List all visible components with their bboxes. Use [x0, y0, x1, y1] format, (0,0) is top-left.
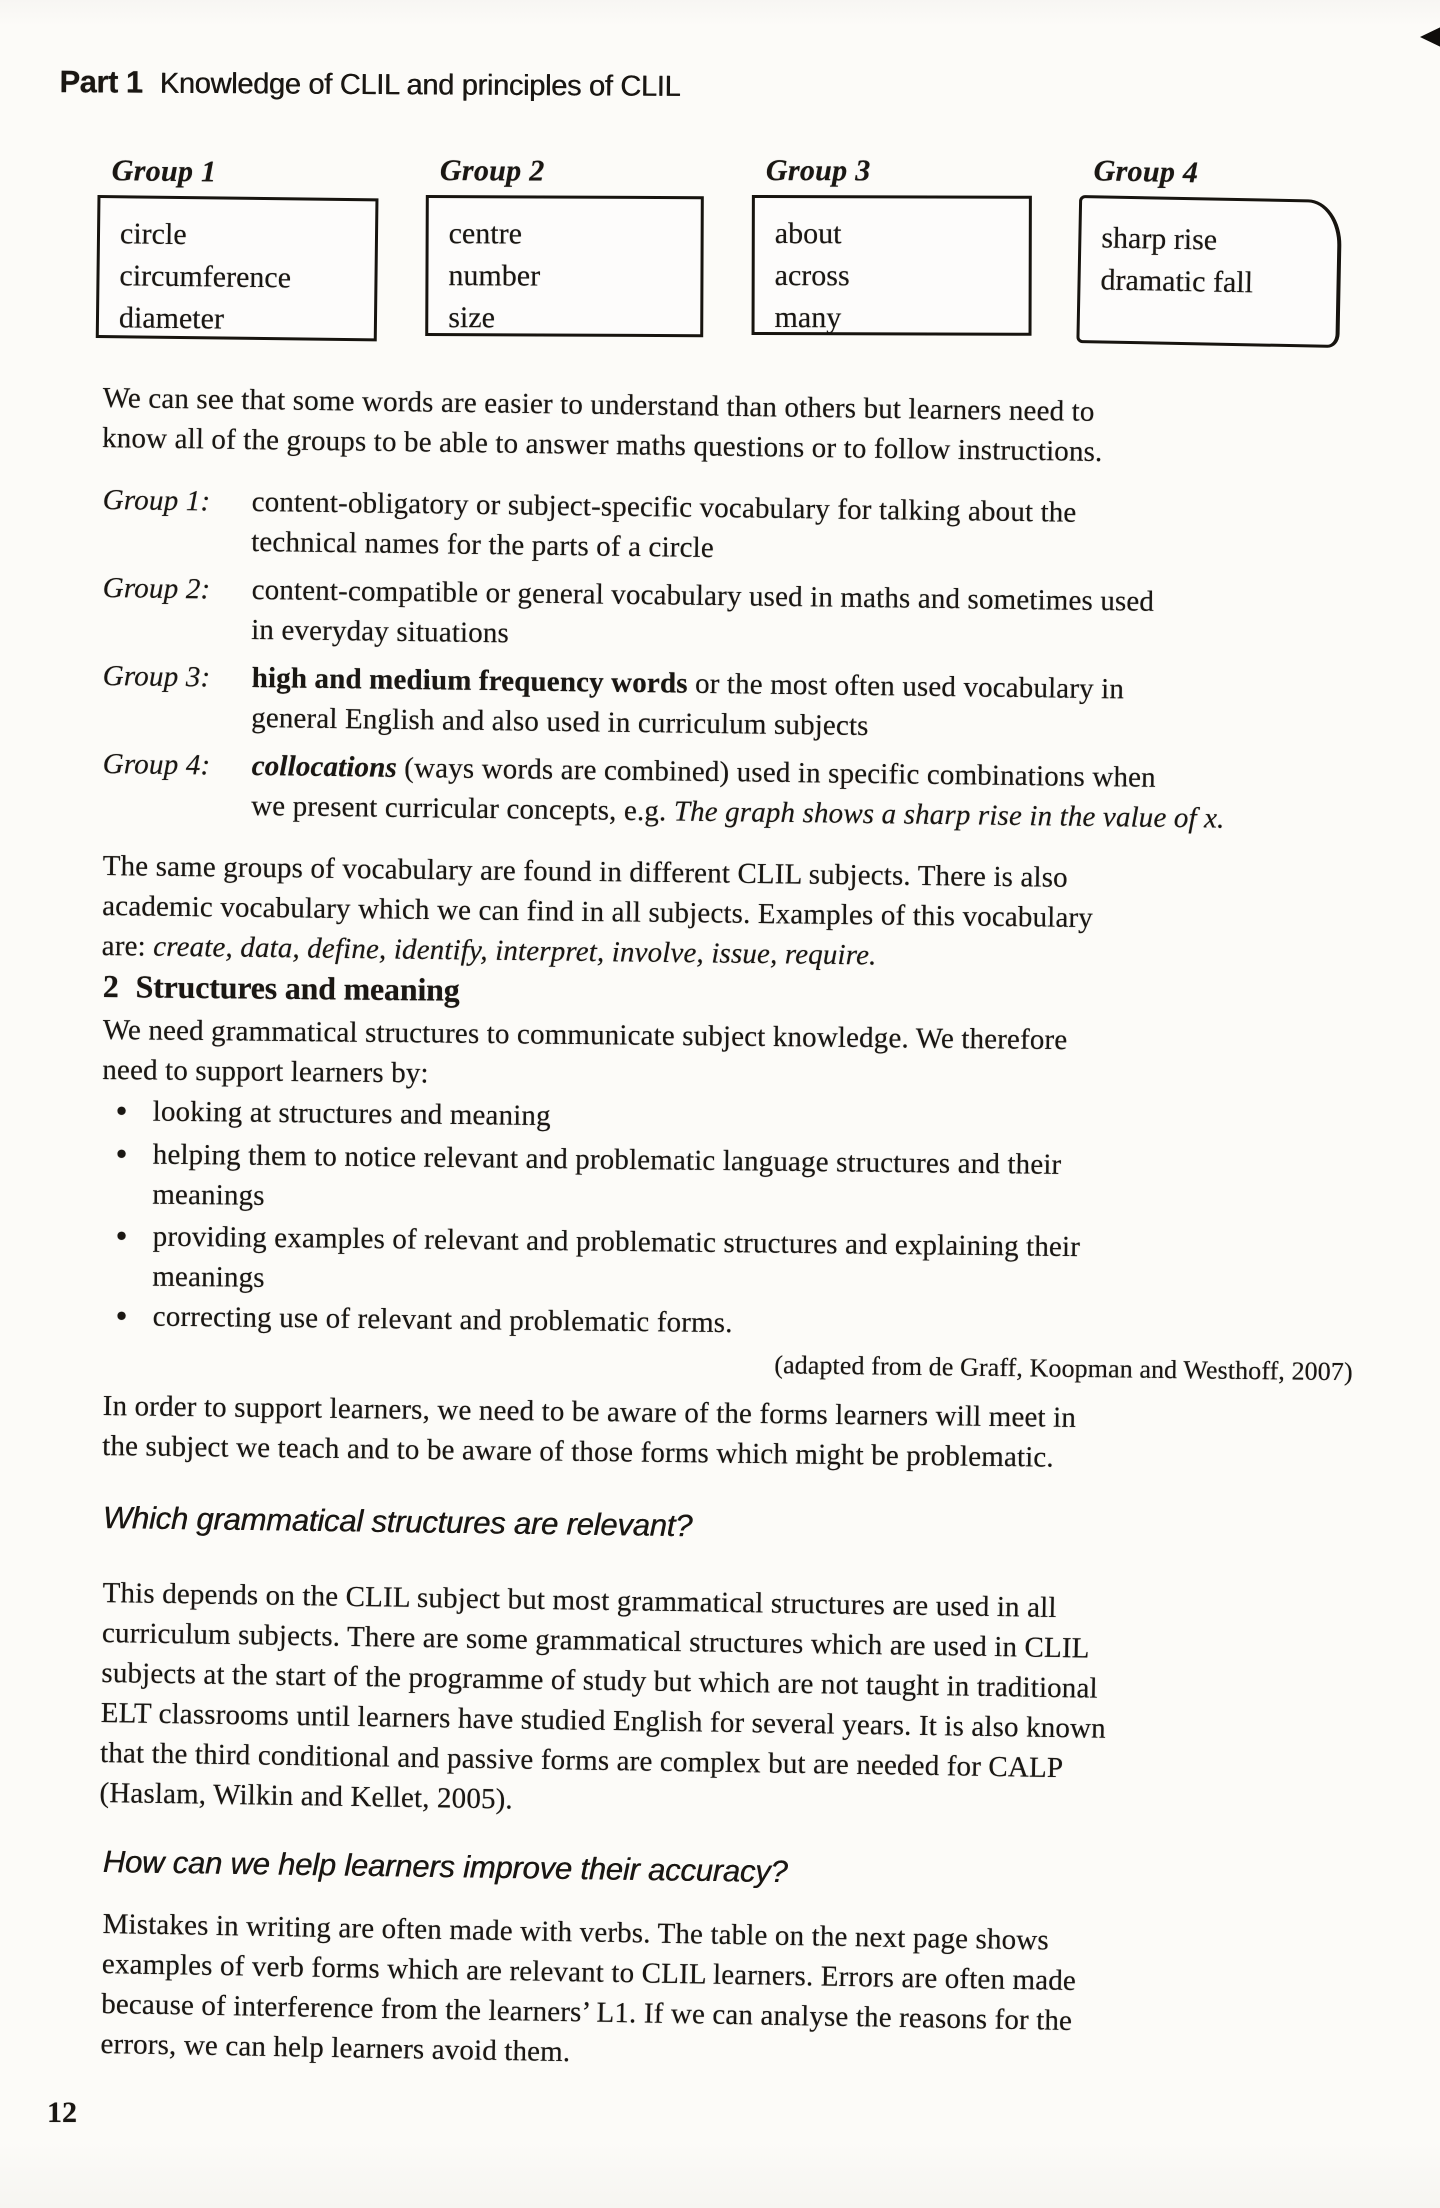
bullet-icon: ●: [115, 1143, 128, 1165]
definition-label: Group 2:: [102, 571, 211, 606]
section-number: 2: [102, 968, 119, 1005]
running-header: [42, 46, 681, 122]
part-title: Knowledge of CLIL and principles of CLIL: [159, 67, 681, 103]
paragraph-line: academic vocabulary which we can find in all subjects. Examples of this vocabulary: [102, 889, 1094, 935]
definition-text: [251, 746, 1225, 839]
bullet-icon: ●: [115, 1225, 128, 1247]
group-1-words: circle circumference diameter: [118, 217, 292, 336]
definition-text-run: we present curricular concepts, e.g.: [250, 789, 675, 828]
definition-text-run: general English and also used in curriculum subjects: [250, 701, 869, 743]
vocab-group-2: [425, 154, 704, 337]
academic-vocabulary-paragraph: [102, 846, 1094, 978]
definition-label: Group 3:: [102, 659, 211, 694]
group-3-label: Group 3: [765, 154, 871, 188]
source-attribution: (adapted from de Graff, Koopman and Westhoff, 2007): [774, 1350, 1353, 1387]
bold-term: high and medium frequency words: [251, 661, 688, 700]
bullet-item: [102, 1216, 1080, 1307]
bullet-text: helping them to notice relevant and problematic language structures and their meanings: [152, 1138, 1062, 1212]
group-3-box: [752, 195, 1032, 336]
structures-intro-paragraph: We need grammatical structures to communicate subject knowledge. We therefore need to support learners by:: [102, 1013, 1068, 1090]
bullet-icon: ●: [115, 1305, 128, 1327]
group-1-box: [96, 195, 379, 341]
definition-group-2: [102, 568, 1154, 662]
definition-text-run: or the most often used vocabulary in: [687, 667, 1125, 706]
page-number: 12: [47, 2096, 77, 2129]
group-4-words: sharp rise dramatic fall: [1100, 221, 1254, 300]
vocab-group-1: [96, 154, 379, 341]
bullet-item: [102, 1134, 1061, 1225]
group-4-label: Group 4: [1093, 154, 1199, 190]
bullet-item: [103, 1296, 733, 1343]
bullet-icon: ●: [115, 1100, 128, 1122]
definition-label: Group 1:: [102, 483, 211, 518]
group-2-box: [425, 195, 704, 337]
bullet-text: correcting use of relevant and problematic forms.: [152, 1300, 733, 1340]
paragraph-line: The same groups of vocabulary are found in different CLIL subjects. There is also: [102, 849, 1068, 894]
academic-word-examples: create, data, define, identify, interpret, involve, issue, require.: [153, 930, 877, 972]
definition-group-3: [102, 656, 1124, 749]
definition-text-run: (ways words are combined) used in specific combinations when: [396, 751, 1156, 794]
group-3-words: about across many: [774, 217, 850, 335]
definition-label: Group 4:: [102, 747, 211, 782]
vocab-group-3: [752, 154, 1032, 336]
group-4-box: [1076, 195, 1342, 348]
group-2-words: centre number size: [448, 217, 541, 335]
group-2-label: Group 2: [439, 154, 545, 188]
page-corner-arrow-icon: [1420, 24, 1440, 50]
definition-group-4: [102, 744, 1225, 839]
definition-text: content-obligatory or subject-specific vocabulary for talking about the technical names for the parts of a circle: [250, 485, 1077, 565]
section-title: Structures and meaning: [135, 968, 460, 1008]
bold-italic-term: collocations: [251, 749, 398, 784]
paragraph-line: are:: [101, 929, 154, 963]
bullet-text: providing examples of relevant and problematic structures and explaining their meanings: [152, 1220, 1081, 1294]
subheading-improve-accuracy: How can we help learners improve their accuracy?: [102, 1844, 788, 1890]
relevant-structures-paragraph: This depends on the CLIL subject but most grammatical structures are used in all curriculum subjects. There are some grammatical structures which are used in CLIL subjects at the start of the programme of study but which are not taught in traditional ELT classrooms until learners have studied English for several years. It is also known that the third conditional and passive forms are complex but are needed for CALP (Haslam, Wilkin and Kellet, 2005).: [99, 1576, 1107, 1816]
vocab-group-4: [1076, 154, 1343, 348]
subheading-relevant-structures: Which grammatical structures are relevant?: [102, 1500, 693, 1544]
accuracy-paragraph: Mistakes in writing are often made with verbs. The table on the next page shows examples of verb forms which are relevant to CLIL learners. Errors are often made because of interference from the learners’ L1. If we can analyse the reasons for the errors, we can help learners avoid them.: [100, 1907, 1077, 2069]
definition-text: [251, 658, 1124, 749]
section-heading-structures: [103, 968, 460, 1009]
definition-group-1: [102, 480, 1077, 573]
support-paragraph: In order to support learners, we need to be aware of the forms learners will meet in the subject we teach and to be aware of those forms which might be problematic.: [102, 1389, 1077, 1474]
intro-paragraph: We can see that some words are easier to understand than others but learners need to know all of the groups to be able to answer maths questions or to follow instructions.: [101, 381, 1103, 468]
definition-text: content-compatible or general vocabulary used in maths and sometimes used in everyday situations: [250, 573, 1155, 650]
part-number: Part 1: [59, 64, 143, 100]
example-sentence: The graph shows a sharp rise in the value of x.: [673, 795, 1225, 835]
bullet-item: [103, 1091, 551, 1136]
group-1-label: Group 1: [111, 154, 217, 189]
bullet-text: looking at structures and meaning: [152, 1095, 551, 1133]
